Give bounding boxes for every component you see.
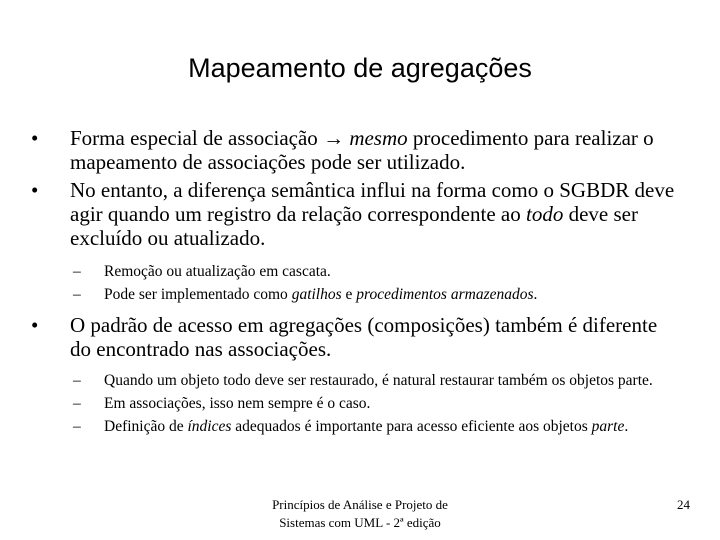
text-segment: O padrão de acesso em agregações (composições) também é diferente do encontrado nas associações. [70, 313, 658, 361]
dash-icon: – [73, 286, 81, 303]
sub-bullet-item [0, 285, 720, 304]
emphasis-text: índices [187, 418, 232, 435]
page-number: 24 [677, 497, 690, 512]
footer-line: Sistemas com UML - 2ª edição [279, 515, 441, 530]
text-segment: e [341, 286, 357, 303]
text-segment: . [624, 418, 629, 435]
right-arrow-icon: → [323, 126, 345, 150]
text-segment: No entanto, a diferença semântica influi na forma como o SGBDR deve agir quando um registro da relação correspondente ao [70, 178, 675, 226]
slide-body [0, 126, 720, 436]
emphasis-text: parte [591, 418, 625, 435]
text-segment: procedimento para realizar o mapeamento de associações pode ser utilizado. [70, 126, 654, 174]
emphasis-text: procedimentos armazenados [356, 286, 534, 303]
bullet-item-2 [0, 178, 720, 250]
text-segment: Pode ser implementado como [104, 286, 292, 303]
text-segment: Em associações, isso nem sempre é o caso. [104, 395, 371, 412]
sub-bullet-item [0, 417, 720, 436]
text-segment: adequados é importante para acesso eficiente aos objetos [231, 418, 592, 435]
text-segment: deve ser excluído ou atualizado. [70, 202, 638, 250]
sub-bullet-item [0, 262, 720, 281]
bullet-item-3 [0, 313, 720, 361]
dash-icon: – [73, 263, 81, 280]
bullet-icon: • [31, 313, 39, 337]
slide-footer [240, 496, 480, 532]
slide-title: Mapeamento de agregações [188, 53, 532, 83]
bullet-icon: • [31, 126, 39, 150]
text-segment: Definição de [104, 418, 188, 435]
sub-bullet-item [0, 394, 720, 413]
sub-bullet-item [0, 371, 720, 390]
text-segment: Remoção ou atualização em cascata. [104, 263, 331, 280]
dash-icon: – [73, 418, 81, 435]
text-segment: Quando um objeto todo deve ser restaurado, é natural restaurar também os objetos parte. [104, 372, 653, 389]
bullet-item-1 [0, 126, 720, 174]
bullet-icon: • [31, 178, 39, 202]
dash-icon: – [73, 395, 81, 412]
footer-line: Princípios de Análise e Projeto de [272, 497, 448, 512]
emphasis-text: todo [525, 202, 564, 226]
dash-icon: – [73, 372, 81, 389]
text-segment: . [533, 286, 538, 303]
emphasis-text: mesmo [349, 126, 408, 150]
emphasis-text: gatilhos [291, 286, 342, 303]
text-segment: Forma especial de associação [70, 126, 324, 150]
